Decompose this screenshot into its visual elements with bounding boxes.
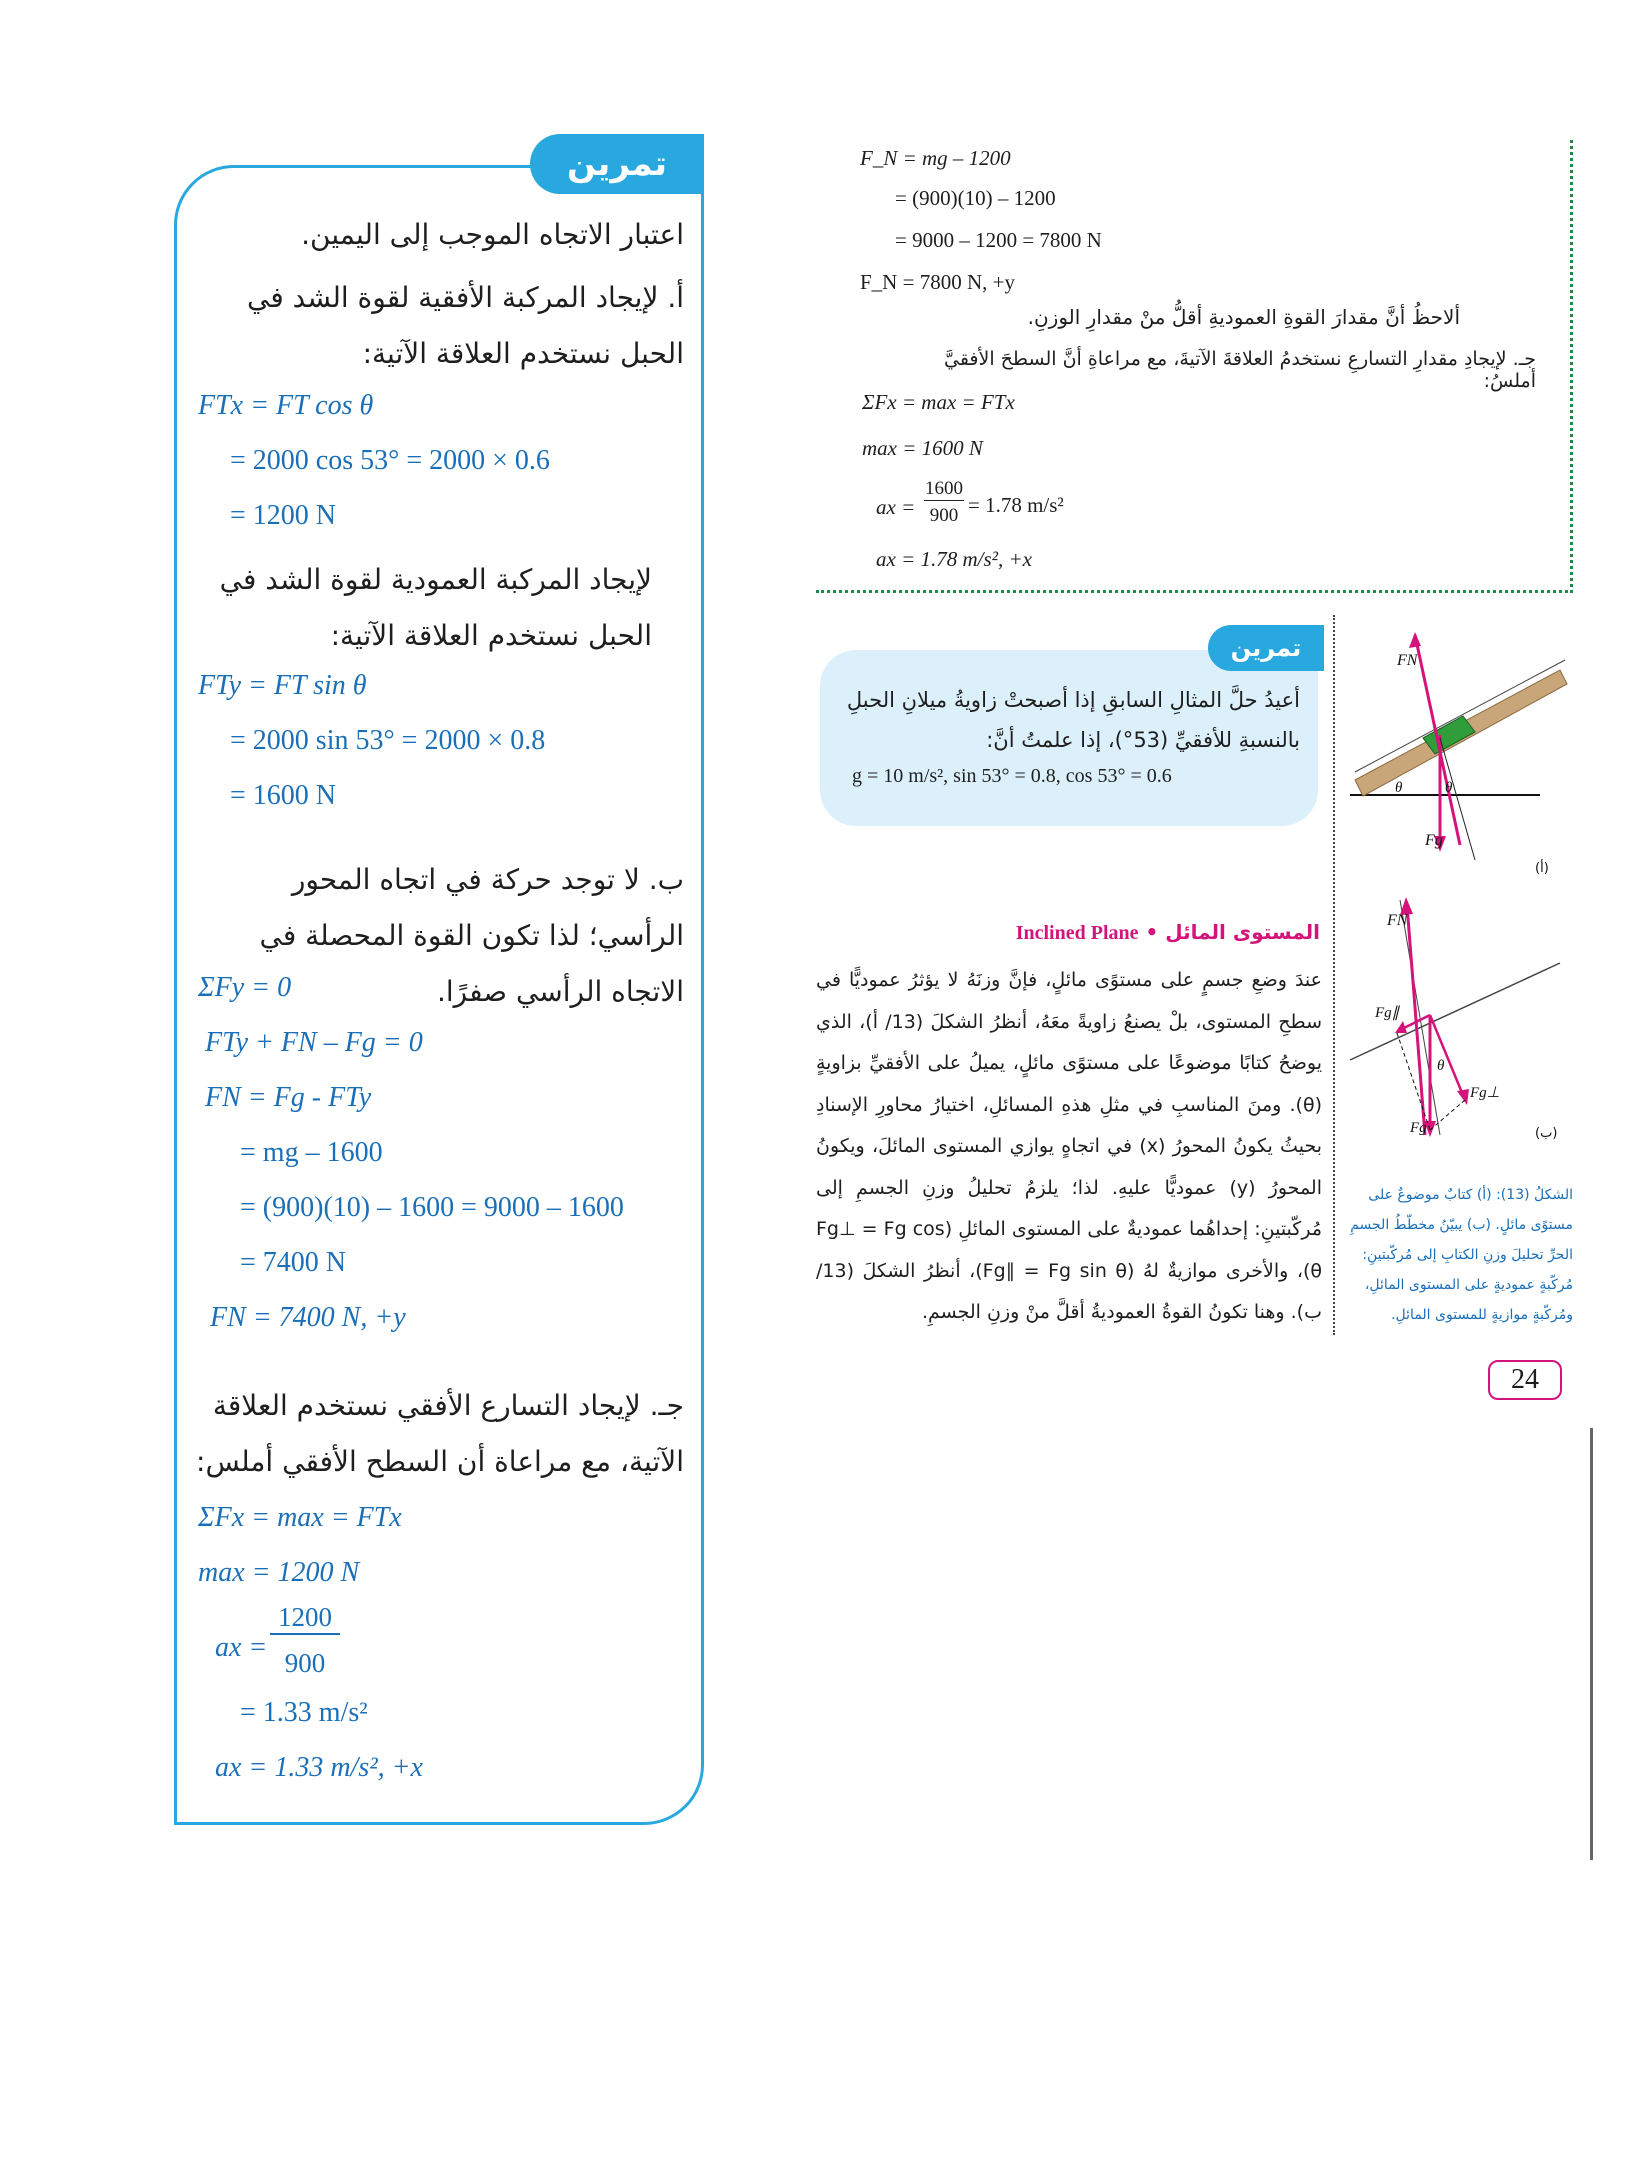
b-eq4: = mg – 1600	[240, 1137, 383, 1168]
eq-ax-num: 1600	[925, 478, 963, 499]
eq-ax-left: ax =	[876, 495, 916, 519]
eq-fn-3: = 9000 – 1200 = 7800 N	[895, 228, 1102, 252]
v-eq1: FTy = FT sin θ	[198, 670, 367, 701]
exercise2-text: أعيدُ حلَّ المثالِ السابقِ إذا أصبحتْ زاويةُ ميلانِ الحبلِ بالنسبةِ للأفقيِّ (53°)، إذا علمتُ أنَّ:	[846, 688, 1300, 752]
inclined-plane-body: عندَ وضعِ جسمٍ على مستوًى مائلٍ، فإنَّ وزنَهُ لا يؤثرُ عموديًّا في سطحِ المستوى، بلْ يصنعُ زاويةً معَهُ، أنظرُ الشكلَ (13/ أ)، الذي يوضحُ كتابًا موضوعًا على مستوًى مائلٍ، يميلُ على الأفقيِّ بزاويةٍ (θ). ومنَ المناسبِ في مثلِ هذهِ المسائلِ، اختيارُ محاورِ الإسنادِ بحيثُ يكونُ المحورُ (x) في اتجاهٍ يوازي المستوى المائلَ، ويكونُ المحورُ (y) عموديًّا عليهِ. لذا؛ يلزمُ تحليلُ وزنِ الجسمِ إلى مُركّبتينِ: إحداهُما عموديةٌ على المستوى المائلِ (Fg⊥ = Fg cos θ)، والأخرى موازيةٌ لهُ (Fg∥ = Fg sin θ)، أنظرُ الشكلَ (13/ ب). وهنا تكونُ القوةُ العموديةُ أقلَّ منْ وزنِ الجسمِ.	[816, 969, 1323, 1323]
fig-b-label: (ب)	[1535, 1126, 1558, 1141]
side-rule	[1590, 1428, 1593, 1860]
c-eq1: ΣFx = max = FTx	[198, 1502, 402, 1533]
a-eq3: = 1200 N	[230, 500, 337, 531]
c-eq3-left: ax =	[215, 1632, 268, 1663]
note-normal-less: ألاحظُ أنَّ مقدارَ القوةِ العموديةِ أقلُّ منْ مقدارِ الوزنِ.	[1027, 305, 1460, 329]
figure-13a	[1345, 620, 1575, 880]
vertical-comp-text: لإيجاد المركبة العمودية لقوة الشد في الحبل نستخدم العلاقة الآتية:	[219, 563, 652, 652]
b-eq2: FTy + FN – Fg = 0	[205, 1027, 423, 1058]
eq-fn-1: F_N = mg – 1200	[860, 146, 1011, 170]
b-eq7: FN = 7400 N, +y	[210, 1302, 406, 1333]
a-eq2: = 2000 cos 53° = 2000 × 0.6	[230, 445, 550, 476]
b-eq1: ΣFy = 0	[198, 972, 292, 1003]
fig-a-theta2: θ	[1445, 780, 1453, 796]
fig-b-fg-label: Fg	[1410, 1120, 1427, 1136]
c-eq5: ax = 1.33 m/s², +x	[215, 1752, 423, 1783]
incline-edge	[1355, 660, 1565, 772]
c-eq2: max = 1200 N	[198, 1557, 360, 1588]
figure-13b	[1345, 885, 1575, 1145]
perpendicular-line	[1440, 738, 1475, 860]
fg-perp-head	[1457, 1089, 1469, 1105]
exercise2-tab: تمرين	[1208, 625, 1324, 671]
c-eq3-den: 900	[284, 1648, 326, 1678]
fn-arrowhead	[1409, 632, 1421, 648]
heading-ar: • المستوى المائل	[1145, 920, 1320, 944]
v-eq2: = 2000 sin 53° = 2000 × 0.8	[230, 725, 546, 756]
fg-perp-arrow	[1430, 1015, 1465, 1100]
fig-a-fn-label: FN	[1397, 652, 1418, 669]
part-c-text: جـ. لإيجادِ مقدارِ التسارعِ نستخدمُ العلاقةَ الآتيةَ، مع مراعاةِ أنَّ السطحَ الأفقيَّ أملسُ:	[943, 348, 1536, 392]
b-eq3: FN = Fg - FTy	[205, 1082, 372, 1113]
c-eq4: = 1.33 m/s²	[240, 1697, 368, 1728]
c-eq3-num: 1200	[270, 1602, 340, 1635]
v-eq3: = 1600 N	[230, 780, 337, 811]
b-eq5: = (900)(10) – 1600 = 9000 – 1600	[240, 1192, 624, 1223]
eq-ax-result: ax = 1.78 m/s², +x	[876, 547, 1032, 571]
eq-max: max = 1600 N	[862, 436, 983, 460]
exercise2-values: g = 10 m/s², sin 53° = 0.8, cos 53° = 0.6	[852, 765, 1172, 787]
fig-b-fgpar-label: Fg∥	[1375, 1005, 1400, 1021]
eq-ax-den: 900	[929, 505, 959, 526]
part-a-text: أ. لإيجاد المركبة الأفقية لقوة الشد في الحبل نستخدم العلاقة الآتية:	[247, 281, 684, 370]
fig-a-theta1: θ	[1395, 780, 1403, 796]
exercise-intro: اعتبار الاتجاه الموجب إلى اليمين.	[301, 218, 684, 251]
fig-a-fg-label: Fg	[1425, 832, 1443, 849]
fig-b-fn-label: FN	[1387, 912, 1408, 929]
heading-en: Inclined Plane	[1015, 922, 1139, 944]
b-eq6: = 7400 N	[240, 1247, 347, 1278]
part-b-text: ب. لا توجد حركة في اتجاه المحور الرأسي؛ لذا تكون القوة المحصلة في الاتجاه الرأسي صفرًا.	[259, 863, 684, 1008]
figure-caption: الشكلُ (13): (أ) كتابٌ موضوعٌ على مستوًى مائلٍ. (ب) يبيّنُ مخطّطُ الجسمِ الحرِّ تحليلَ وزنِ الكتابِ إلى مُركّبتينِ: مُركّبةٍ عموديةٍ على المستوى المائلِ، ومُركّبةٍ موازيةٍ للمستوى المائلِ.	[1350, 1187, 1573, 1323]
column-divider	[1333, 615, 1335, 1335]
eq-fn-4: F_N = 7800 N, +y	[860, 270, 1015, 294]
fig-b-theta: θ	[1437, 1058, 1445, 1074]
fig-a-label: (أ)	[1535, 861, 1549, 876]
eq-sum-fx: ΣFx = max = FTx	[862, 390, 1015, 414]
eq-fn-2: = (900)(10) – 1200	[895, 186, 1056, 210]
part-c-left-text: جـ. لإيجاد التسارع الأفقي نستخدم العلاقة الآتية، مع مراعاة أن السطح الأفقي أملس:	[196, 1389, 684, 1478]
inclined-plane-heading	[1000, 920, 1320, 945]
exercise-tab: تمرين	[530, 134, 704, 194]
fig-b-fgperp-label: Fg⊥	[1470, 1085, 1500, 1101]
a-eq1: FTx = FT cos θ	[198, 390, 374, 421]
page-number: 24	[1488, 1360, 1562, 1400]
eq-ax-right: = 1.78 m/s²	[968, 493, 1064, 517]
